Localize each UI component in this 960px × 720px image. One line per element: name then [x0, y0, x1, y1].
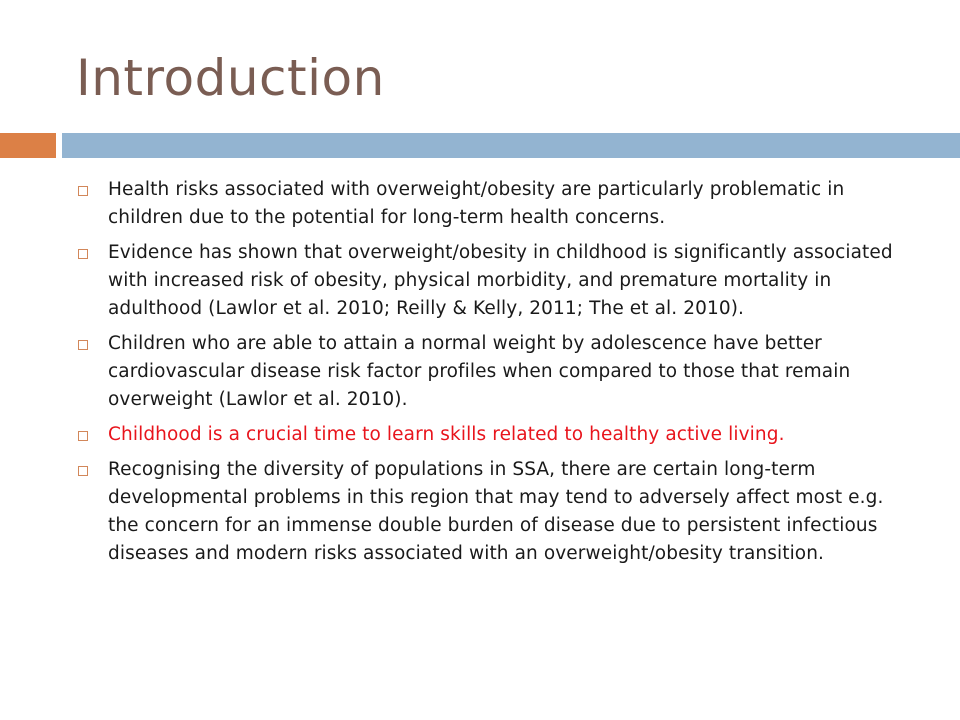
slide-title: Introduction [76, 49, 385, 107]
bullet-item [76, 456, 916, 568]
bullet-item [76, 330, 916, 414]
hollow-square-bullet-icon [78, 249, 88, 259]
hollow-square-bullet-icon [78, 340, 88, 350]
title-accent-bar [0, 133, 56, 158]
bullet-item-highlighted [76, 421, 916, 449]
bullet-text: Health risks associated with overweight/obesity are particularly problematic in children due to the potential for long-term health concerns. [108, 179, 845, 228]
hollow-square-bullet-icon [78, 186, 88, 196]
bullet-text: Children who are able to attain a normal weight by adolescence have better cardiovascular disease risk factor profiles when compared to those that remain overweight (Lawlor et al. 2010). [108, 333, 851, 410]
bullet-item [76, 176, 916, 232]
title-divider-bar [62, 133, 960, 158]
bullet-text: Recognising the diversity of populations in SSA, there are certain long-term developmental problems in this region that may tend to adversely affect most e.g. the concern for an immense double burden of disease due to persistent infectious diseases and modern risks associated with an overweight/obesity transition. [108, 459, 884, 564]
bullet-list [76, 176, 916, 575]
hollow-square-bullet-icon [78, 431, 88, 441]
bullet-item [76, 239, 916, 323]
bullet-text: Childhood is a crucial time to learn skills related to healthy active living. [108, 424, 785, 445]
hollow-square-bullet-icon [78, 466, 88, 476]
bullet-text: Evidence has shown that overweight/obesity in childhood is significantly associated with increased risk of obesity, physical morbidity, and premature mortality in adulthood (Lawlor et al. 2010; Reilly & Kelly, 2011; The et al. 2010). [108, 242, 893, 319]
